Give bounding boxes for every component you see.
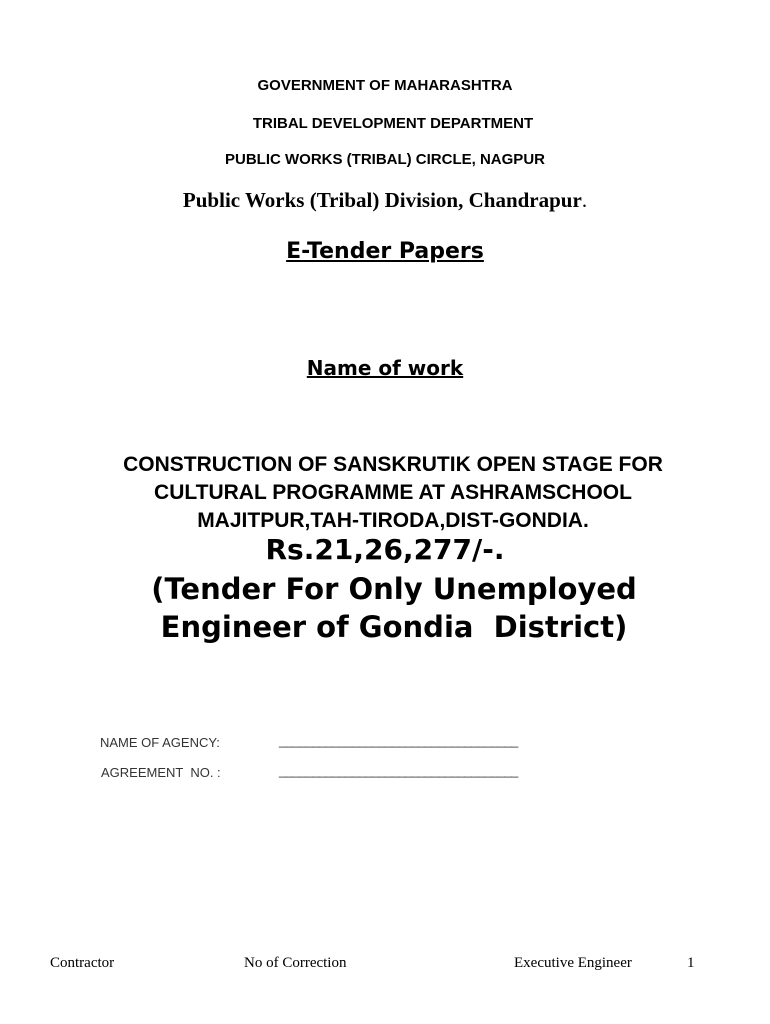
tender-note-line-1: (Tender For Only Unemployed	[151, 572, 637, 606]
division-period: .	[581, 188, 588, 212]
tender-note-line-2: Engineer of Gondia District)	[160, 610, 628, 644]
tender-eligibility-note	[40, 570, 748, 646]
agreement-label: AGREEMENT NO. :	[101, 765, 221, 780]
header-government: GOVERNMENT OF MAHARASHTRA	[257, 77, 513, 94]
header-department: TRIBAL DEVELOPMENT DEPARTMENT	[252, 115, 534, 132]
tender-amount: Rs.21,26,277/-.	[265, 533, 505, 566]
header-division	[0, 188, 770, 213]
work-title-line-2: CULTURAL PROGRAMME AT ASHRAMSCHOOL	[154, 481, 632, 504]
footer-engineer: Executive Engineer	[514, 955, 632, 971]
footer-correction: No of Correction	[244, 955, 347, 971]
work-title-line-1: CONSTRUCTION OF SANSKRUTIK OPEN STAGE FOR	[123, 453, 663, 476]
division-name: Public Works (Tribal) Division, Chandrapur	[182, 188, 582, 212]
agency-label: NAME OF AGENCY:	[100, 735, 220, 750]
agency-blank-line: ____________________________________	[279, 733, 518, 748]
name-of-work-heading: Name of work	[306, 356, 464, 380]
work-title	[40, 451, 746, 535]
work-title-line-3: MAJITPUR,TAH-TIRODA,DIST-GONDIA.	[197, 509, 589, 532]
agreement-blank-line: ____________________________________	[279, 763, 518, 778]
footer-contractor: Contractor	[50, 955, 115, 971]
document-title: E-Tender Papers	[286, 239, 484, 264]
header-circle: PUBLIC WORKS (TRIBAL) CIRCLE, NAGPUR	[225, 151, 545, 168]
footer-page-number: 1	[687, 955, 695, 971]
